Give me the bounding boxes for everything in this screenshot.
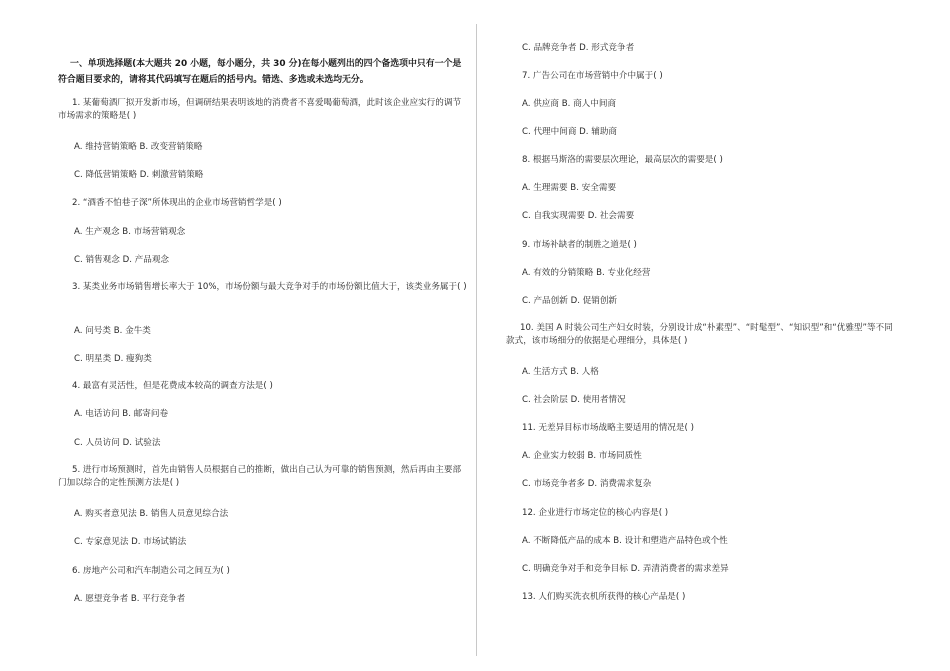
question-line: C. 人员访问 D. 试验法: [74, 438, 161, 448]
question-line: A. 企业实力较弱 B. 市场同质性: [522, 451, 642, 461]
question-line: A. 愿望竞争者 B. 平行竞争者: [74, 594, 186, 604]
question-line: 7. 广告公司在市场营销中介中属于( ): [522, 71, 663, 81]
question-line: C. 社会阶层 D. 使用者情况: [522, 395, 626, 405]
question-line: C. 明确竞争对手和竞争目标 D. 弄清消费者的需求差异: [522, 564, 729, 574]
question-text: 2. “酒香不怕巷子深”所体现出的企业市场营销哲学是( ): [72, 198, 282, 208]
question-text: 1. 某葡萄酒厂拟开发新市场，但调研结果表明该地的消费者不喜爱喝葡萄酒，此时该企业应实行的调节市场需求的策略是( ): [58, 98, 462, 122]
question-line: C. 代理中间商 D. 辅助商: [522, 127, 618, 137]
question-line: C. 降低营销策略 D. 刺激营销策略: [74, 170, 204, 180]
question-line: A. 购买者意见法 B. 销售人员意见综合法: [74, 509, 229, 519]
question-line: 12. 企业进行市场定位的核心内容是( ): [522, 508, 669, 518]
question-line: C. 自我实现需要 D. 社会需要: [522, 211, 635, 221]
question-line: A. 生理需要 B. 安全需要: [522, 183, 617, 193]
question-text: 4. 最富有灵活性，但是花费成本较高的调查方法是( ): [72, 381, 273, 391]
section-header: 一、单项选择题(本大题共 20 小题，每小题分，共 30 分)在每小题列出的四个备选项中只有一个是符合题目要求的，请将其代码填写在题后的括号内。错选、多选或未选均无分。: [58, 59, 462, 85]
question-line: A. 电话访问 B. 邮寄问卷: [74, 409, 169, 419]
question-line: A. 供应商 B. 商人中间商: [522, 99, 617, 109]
question-line: C. 专家意见法 D. 市场试销法: [74, 537, 187, 547]
question-line: 9. 市场补缺者的制胜之道是( ): [522, 240, 637, 250]
question-line: C. 明星类 D. 瘦狗类: [74, 354, 152, 364]
question-text: 3. 某类业务市场销售增长率大于 10%，市场份额与最大竞争对手的市场份额比值大于，该类业务属于( ): [72, 282, 467, 292]
question-line: A. 不断降低产品的成本 B. 设计和塑造产品特色或个性: [522, 536, 728, 546]
question-line: 8. 根据马斯洛的需要层次理论，最高层次的需要是( ): [522, 155, 723, 165]
question-line: A. 生活方式 B. 人格: [522, 367, 599, 377]
question-line: 11. 无差异目标市场战略主要适用的情况是( ): [522, 423, 694, 433]
question-line: A. 有效的分销策略 B. 专业化经营: [522, 268, 651, 278]
question-text: 6. 房地产公司和汽车制造公司之间互为( ): [72, 566, 230, 576]
question-line: A. 维持营销策略 B. 改变营销策略: [74, 142, 203, 152]
question-line: A. 问号类 B. 金牛类: [74, 326, 151, 336]
question-text: 5. 进行市场预测时，首先由销售人员根据自己的推断，做出自己认为可靠的销售预测，然后再由主要部门加以综合的定性预测方法是( ): [58, 465, 462, 489]
question-line: C. 销售观念 D. 产品观念: [74, 255, 170, 265]
column-divider: [476, 24, 477, 656]
question-line: C. 产品创新 D. 促销创新: [522, 296, 618, 306]
question-text: 10. 美国 A 时装公司生产妇女时装，分别设计成“朴素型”、“时髦型”、“知识型”和“优雅型”等不同款式，该市场细分的依据是心理细分，具体是( ): [506, 323, 893, 347]
question-line: C. 市场竞争者多 D. 消费需求复杂: [522, 479, 652, 489]
question-line: 13. 人们购买洗衣机所获得的核心产品是( ): [522, 592, 686, 602]
question-line: A. 生产观念 B. 市场营销观念: [74, 227, 186, 237]
question-line: C. 品牌竞争者 D. 形式竞争者: [522, 43, 635, 53]
